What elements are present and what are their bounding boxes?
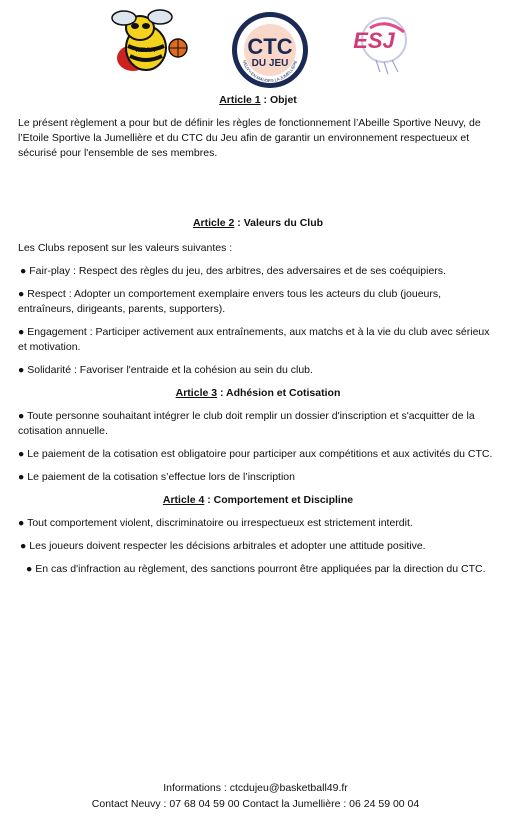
- abeille-sportive-neuvy-logo: [100, 8, 192, 78]
- article-4-item: ● Les joueurs doivent respecter les décisions arbitrales et adopter une attitude positive.: [20, 540, 426, 552]
- ctc-logo-ring-text: NEUVY-EN-MAUGES LA JUMELLIÈRE: [241, 59, 299, 84]
- article-1-heading: Article 1 : Objet: [219, 94, 297, 106]
- ctc-logo-sub: DU JEU: [251, 58, 289, 69]
- footer-email-line: Informations : ctcdujeu@basketball49.fr: [163, 782, 348, 794]
- article-2-intro: Les Clubs reposent sur les valeurs suivantes :: [18, 242, 233, 254]
- article-4-item: ● En cas d'infraction au règlement, des sanctions pourront être appliquées par la direction du CTC.: [26, 563, 486, 575]
- article-2-item: ● Engagement : Participer activement aux entraînements, aux matchs et à la vie du club avec sérieux et motivation.: [18, 326, 490, 353]
- article-1-text: Le présent règlement a pour but de définir les règles de fonctionnement l’Abeille Sportive Neuvy, de l’Etoile Sportive la Jumellière et du CTC du Jeu afin de garantir un environnement respectueux et sécurisé pour l'ensemble de ses membres.: [18, 117, 481, 159]
- ctc-logo-main: CTC: [247, 34, 293, 59]
- etoile-sportive-jumelliere-logo: [340, 14, 412, 78]
- article-3-item: ● Toute personne souhaitant intégrer le club doit remplir un dossier d'inscription et s'acquitter de la cotisation annuelle.: [18, 410, 475, 437]
- bee-logo-text: NEUVY: [135, 48, 157, 54]
- footer-phone-line: Contact Neuvy : 07 68 04 59 00 Contact la Jumellière : 06 24 59 00 04: [91, 798, 420, 810]
- article-3-heading: Article 3 : Adhésion et Cotisation: [175, 387, 341, 399]
- article-2-item: ● Respect : Adopter un comportement exemplaire envers tous les acteurs du club (joueurs, entraîneurs, dirigeants, parents, supporters).: [18, 288, 442, 315]
- article-3-item: ● Le paiement de la cotisation est obligatoire pour participer aux compétitions et aux activités du CTC.: [18, 448, 493, 460]
- article-2-heading: Article 2 : Valeurs du Club: [192, 217, 324, 229]
- article-3-item: ● Le paiement de la cotisation s’effectue lors de l’inscription: [18, 471, 295, 483]
- article-4-heading: Article 4 : Comportement et Discipline: [162, 494, 354, 506]
- logos-header: [0, 8, 511, 88]
- reglement-document: [18, 93, 498, 577]
- article-2-item: ● Solidarité : Favoriser l'entraide et la cohésion au sein du club.: [18, 364, 313, 376]
- esj-logo-text: ESJ: [353, 28, 395, 53]
- article-2-item: ● Fair-play : Respect des règles du jeu, des arbitres, des adversaires et de ses coéquipiers.: [20, 265, 446, 277]
- footer-contact: [0, 780, 511, 812]
- ctc-du-jeu-logo: [230, 10, 310, 90]
- article-4-item: ● Tout comportement violent, discriminatoire ou irrespectueux est strictement interdit.: [18, 517, 413, 529]
